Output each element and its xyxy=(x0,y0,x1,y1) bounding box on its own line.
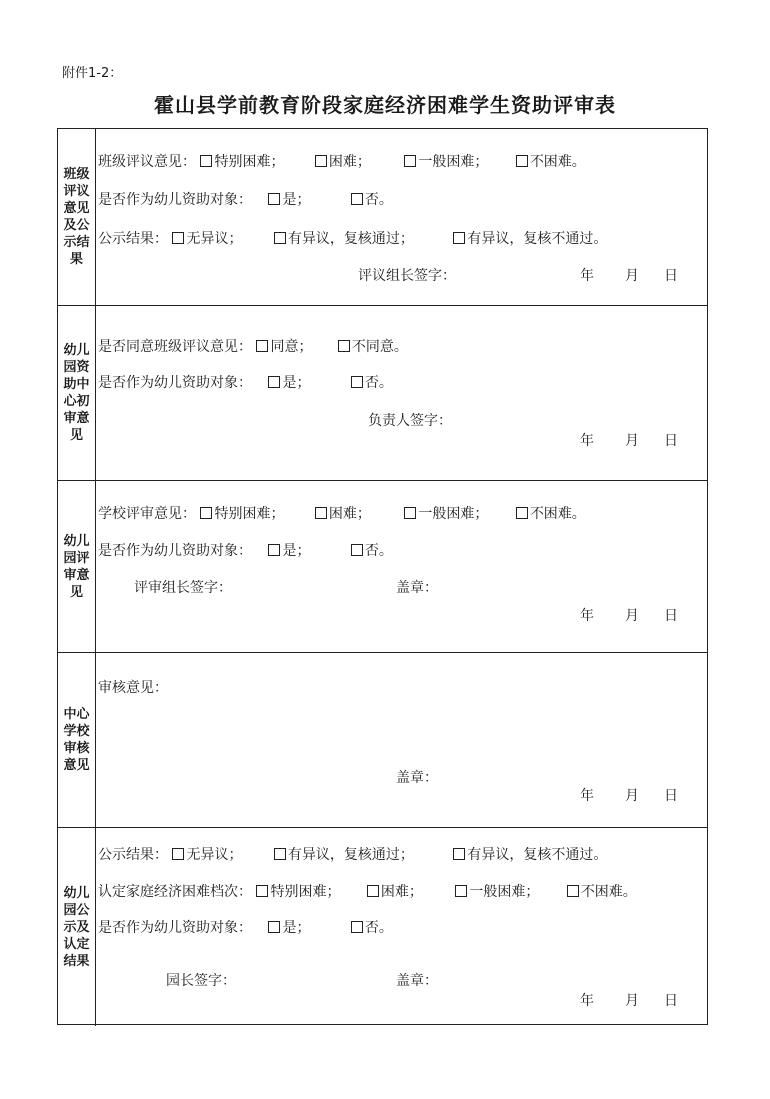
option-objection-fail[interactable]: 有异议，复核不通过。 xyxy=(453,847,607,863)
date-day: 日 xyxy=(664,433,678,449)
option-not-difficult[interactable]: 不困难。 xyxy=(567,884,637,900)
option-no[interactable]: 否。 xyxy=(351,375,393,391)
option-no[interactable]: 否。 xyxy=(351,920,393,936)
date-day: 日 xyxy=(664,993,678,1009)
date-year: 年 xyxy=(580,268,594,284)
section-label-cell xyxy=(58,129,96,305)
option-difficult[interactable]: 困难； xyxy=(367,881,451,901)
date-year: 年 xyxy=(580,608,594,624)
option-objection-pass[interactable]: 有异议，复核通过； xyxy=(274,228,449,248)
publicity-line xyxy=(98,228,607,248)
aid-target-line xyxy=(98,372,393,392)
section-kindergarten-review xyxy=(58,480,707,652)
aid-target-line xyxy=(98,189,393,209)
date-month: 月 xyxy=(625,433,639,449)
option-general[interactable]: 一般困难； xyxy=(404,503,511,523)
checkbox-icon[interactable] xyxy=(453,848,465,860)
checkbox-icon[interactable] xyxy=(567,885,579,897)
date-year: 年 xyxy=(580,993,594,1009)
option-no-objection[interactable]: 无异议； xyxy=(172,844,269,864)
signature-label: 评审组长签字： xyxy=(134,580,232,596)
review-form xyxy=(57,128,708,1025)
checkbox-icon[interactable] xyxy=(351,376,363,388)
attachment-label: 附件1-2： xyxy=(62,66,123,81)
option-objection-pass[interactable]: 有异议，复核通过； xyxy=(274,844,449,864)
section-label-cell xyxy=(58,306,96,480)
checkbox-icon[interactable] xyxy=(351,193,363,205)
aid-target-label: 是否作为幼儿资助对象： xyxy=(98,920,252,936)
agree-label: 是否同意班级评议意见： xyxy=(98,339,252,355)
option-special[interactable]: 特别困难； xyxy=(200,151,310,171)
section-label: 幼儿园资助中心初审意见 xyxy=(63,343,90,443)
signature-label: 评议组长签字： xyxy=(358,268,456,284)
checkbox-icon[interactable] xyxy=(455,885,467,897)
signature-label: 园长签字： xyxy=(166,973,236,989)
audit-opinion-label: 审核意见： xyxy=(98,680,168,696)
seal-label: 盖章： xyxy=(396,973,438,989)
checkbox-icon[interactable] xyxy=(338,340,350,352)
level-label: 认定家庭经济困难档次： xyxy=(98,884,252,900)
option-no[interactable]: 否。 xyxy=(351,192,393,208)
checkbox-icon[interactable] xyxy=(268,376,280,388)
section-label: 幼儿园评审意见 xyxy=(63,533,90,600)
section-label-cell xyxy=(58,653,96,827)
school-opinion-line xyxy=(98,503,586,523)
section-class-review xyxy=(58,129,707,305)
section-kindergarten-publicity xyxy=(58,827,707,1026)
option-general[interactable]: 一般困难； xyxy=(455,881,562,901)
checkbox-icon[interactable] xyxy=(351,921,363,933)
aid-target-line xyxy=(98,540,393,560)
section-label-cell xyxy=(58,828,96,1026)
agree-line xyxy=(98,336,408,356)
section-center-school xyxy=(58,652,707,827)
date-month: 月 xyxy=(625,268,639,284)
date-day: 日 xyxy=(664,608,678,624)
checkbox-icon[interactable] xyxy=(315,507,327,519)
option-difficult[interactable]: 困难； xyxy=(315,151,400,171)
option-yes[interactable]: 是； xyxy=(268,540,346,560)
checkbox-icon[interactable] xyxy=(516,507,528,519)
aid-target-label: 是否作为幼儿资助对象： xyxy=(98,543,252,559)
checkbox-icon[interactable] xyxy=(404,155,416,167)
checkbox-icon[interactable] xyxy=(351,544,363,556)
publicity-label: 公示结果： xyxy=(98,847,168,863)
section-label: 幼儿园公示及认定结果 xyxy=(63,885,90,969)
checkbox-icon[interactable] xyxy=(256,885,268,897)
option-agree[interactable]: 同意； xyxy=(256,336,333,356)
option-yes[interactable]: 是； xyxy=(268,372,346,392)
option-not-difficult[interactable]: 不困难。 xyxy=(516,506,586,522)
checkbox-icon[interactable] xyxy=(274,232,286,244)
date-day: 日 xyxy=(664,268,678,284)
option-general[interactable]: 一般困难； xyxy=(404,151,511,171)
signature-label: 负责人签字： xyxy=(368,413,452,429)
option-yes[interactable]: 是； xyxy=(268,917,346,937)
seal-label: 盖章： xyxy=(396,770,438,786)
date-year: 年 xyxy=(580,433,594,449)
checkbox-icon[interactable] xyxy=(172,232,184,244)
date-month: 月 xyxy=(625,993,639,1009)
option-special[interactable]: 特别困难； xyxy=(200,503,310,523)
section-label: 班级评议意见及公示结果 xyxy=(63,167,90,267)
publicity-label: 公示结果： xyxy=(98,231,168,247)
checkbox-icon[interactable] xyxy=(268,921,280,933)
checkbox-icon[interactable] xyxy=(367,885,379,897)
aid-target-label: 是否作为幼儿资助对象： xyxy=(98,192,252,208)
option-no[interactable]: 否。 xyxy=(351,543,393,559)
section-kindergarten-initial xyxy=(58,305,707,480)
checkbox-icon[interactable] xyxy=(200,155,212,167)
checkbox-icon[interactable] xyxy=(172,848,184,860)
checkbox-icon[interactable] xyxy=(453,232,465,244)
checkbox-icon[interactable] xyxy=(516,155,528,167)
checkbox-icon[interactable] xyxy=(274,848,286,860)
option-special[interactable]: 特别困难； xyxy=(256,881,362,901)
date-year: 年 xyxy=(580,788,594,804)
option-objection-fail[interactable]: 有异议，复核不通过。 xyxy=(453,231,607,247)
class-opinion-line xyxy=(98,151,586,171)
checkbox-icon[interactable] xyxy=(268,193,280,205)
class-opinion-label: 班级评议意见： xyxy=(98,154,196,170)
aid-target-line xyxy=(98,917,393,937)
option-yes[interactable]: 是； xyxy=(268,189,346,209)
date-month: 月 xyxy=(625,788,639,804)
option-no-objection[interactable]: 无异议； xyxy=(172,228,269,248)
section-label: 中心学校审核意见 xyxy=(63,707,90,773)
aid-target-label: 是否作为幼儿资助对象： xyxy=(98,375,252,391)
option-not-difficult[interactable]: 不困难。 xyxy=(516,154,586,170)
date-month: 月 xyxy=(625,608,639,624)
option-difficult[interactable]: 困难； xyxy=(315,503,400,523)
checkbox-icon[interactable] xyxy=(404,507,416,519)
checkbox-icon[interactable] xyxy=(315,155,327,167)
level-line xyxy=(98,881,637,901)
form-title: 霍山县学前教育阶段家庭经济困难学生资助评审表 xyxy=(154,93,616,117)
publicity-line xyxy=(98,844,607,864)
option-disagree[interactable]: 不同意。 xyxy=(338,339,408,355)
checkbox-icon[interactable] xyxy=(268,544,280,556)
date-day: 日 xyxy=(664,788,678,804)
seal-label: 盖章： xyxy=(396,580,438,596)
school-opinion-label: 学校评审意见： xyxy=(98,506,196,522)
checkbox-icon[interactable] xyxy=(256,340,268,352)
section-label-cell xyxy=(58,481,96,652)
checkbox-icon[interactable] xyxy=(200,507,212,519)
